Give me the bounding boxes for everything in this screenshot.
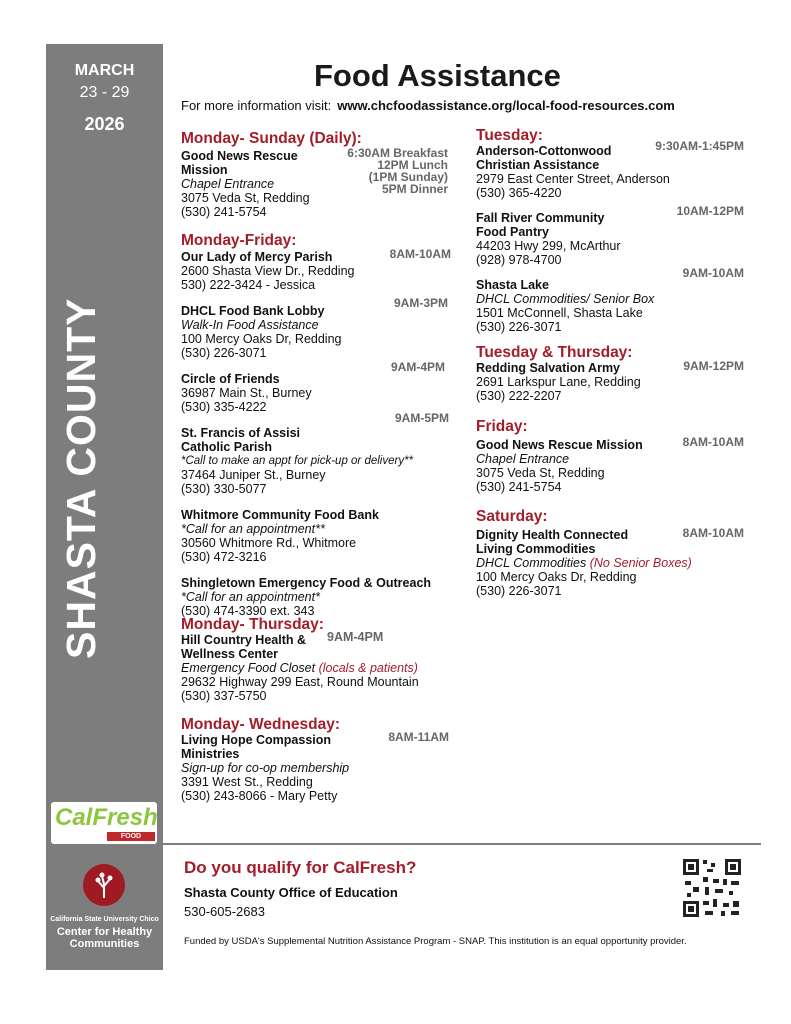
monfri-site-4-name2: Catholic Parish xyxy=(181,440,272,454)
monthu-site-phone: (530) 337-5750 xyxy=(181,689,267,703)
tuesday-site-3-name: Shasta Lake xyxy=(476,278,549,292)
info-url[interactable]: www.chcfoodassistance.org/local-food-resources.com xyxy=(337,98,675,113)
monfri-site-1-phone: 530) 222-3424 - Jessica xyxy=(181,278,316,292)
page-title: Food Assistance xyxy=(314,58,561,93)
tuethu-site-time: 9AM-12PM xyxy=(683,359,744,373)
chico-university-name: California State University Chico xyxy=(50,916,159,923)
friday-site-address: 3075 Veda St, Redding xyxy=(476,466,605,480)
calfresh-logo-text: CalFresh xyxy=(55,804,158,831)
monfri-site-2-time: 9AM-3PM xyxy=(393,296,448,310)
monfri-site-4-name: St. Francis of Assisi xyxy=(181,426,301,440)
saturday-site-phone: (530) 226-3071 xyxy=(476,584,562,598)
monfri-site-6-note: *Call for an appointment* xyxy=(181,590,320,604)
daily-site-phone: (530) 241-5754 xyxy=(181,205,267,219)
tuesday-site-1-name: Anderson-Cottonwood xyxy=(476,144,612,158)
monfri-site-1-name: Our Lady of Mercy Parish xyxy=(181,250,333,264)
monthu-site-name2: Wellness Center xyxy=(181,647,279,661)
tuethu-heading: Tuesday & Thursday: xyxy=(476,344,633,361)
daily-site-address: 3075 Veda St, Redding xyxy=(181,191,310,205)
monfri-site-4-time: 9AM-5PM xyxy=(394,411,449,425)
monfri-site-5-address: 30560 Whitmore Rd., Whitmore xyxy=(181,536,357,550)
tuethu-site-name: Redding Salvation Army xyxy=(476,361,621,375)
monwed-site-note: Sign-up for co-op membership xyxy=(181,761,350,775)
chico-center-name: Center for Healthy Communities xyxy=(56,926,153,950)
saturday-heading: Saturday: xyxy=(476,508,548,525)
friday-heading: Friday: xyxy=(476,418,528,435)
monfri-site-2-name: DHCL Food Bank Lobby xyxy=(181,304,325,318)
monfri-site-1-time: 8AM-10AM xyxy=(389,247,451,261)
friday-site-phone: (530) 241-5754 xyxy=(476,480,562,494)
monfri-site-2-note: Walk-In Food Assistance xyxy=(181,318,319,332)
daily-heading: Monday- Sunday (Daily): xyxy=(181,130,362,147)
tuesday-section xyxy=(476,127,756,334)
saturday-site-note: DHCL Commodities xyxy=(476,556,587,570)
monfri-site-4-note: *Call to make an appt for pick-up or delivery** xyxy=(181,455,414,467)
monfri-site-4-phone: (530) 330-5077 xyxy=(181,482,267,496)
monwed-site-time: 8AM-11AM xyxy=(388,730,449,744)
friday-site-name: Good News Rescue Mission xyxy=(476,438,643,452)
daily-time-dinner: 5PM Dinner xyxy=(381,182,448,196)
monfri-site-5-name: Whitmore Community Food Bank xyxy=(181,508,379,522)
tuesday-heading: Tuesday: xyxy=(476,127,543,144)
monfri-site-2-phone: (530) 226-3071 xyxy=(181,346,267,360)
tuesday-site-3-note: DHCL Commodities/ Senior Box xyxy=(476,292,655,306)
saturday-site-note-red: (No Senior Boxes) xyxy=(589,556,692,570)
monfri-section xyxy=(181,232,461,618)
monfri-site-3-address: 36987 Main St., Burney xyxy=(181,386,312,400)
monthu-site-name: Hill Country Health & xyxy=(181,633,307,647)
info-label: For more information visit: xyxy=(181,98,332,113)
tuesday-site-3-time: 9AM-10AM xyxy=(682,266,744,280)
chico-tree-icon xyxy=(83,864,125,906)
tuethu-section xyxy=(476,344,756,403)
saturday-section xyxy=(476,508,756,598)
tuesday-site-2-address: 44203 Hwy 299, McArthur xyxy=(476,239,621,253)
tuethu-site-phone: (530) 222-2207 xyxy=(476,389,562,403)
tuesday-site-2-name: Fall River Community xyxy=(476,211,605,225)
tuesday-site-3-phone: (530) 226-3071 xyxy=(476,320,562,334)
monthu-site-address: 29632 Highway 299 East, Round Mountain xyxy=(181,675,419,689)
friday-site-time: 8AM-10AM xyxy=(682,435,744,449)
tuesday-site-1-phone: (530) 365-4220 xyxy=(476,186,562,200)
monthu-site-time: 9AM-4PM xyxy=(327,630,384,644)
monfri-heading: Monday-Friday: xyxy=(181,232,297,249)
daily-time-breakfast: 6:30AM Breakfast xyxy=(347,146,448,160)
daily-site-note: Chapel Entrance xyxy=(181,177,275,191)
saturday-site-time: 8AM-10AM xyxy=(682,526,744,540)
county-name: SHASTA COUNTY xyxy=(58,297,104,659)
monwed-site-name: Living Hope Compassion xyxy=(181,733,332,747)
calfresh-logo xyxy=(51,802,157,844)
monthu-heading: Monday- Thursday: xyxy=(181,616,324,633)
monfri-site-5-phone: (530) 472-3216 xyxy=(181,550,267,564)
monwed-site-name2: Ministries xyxy=(181,747,240,761)
month-label: MARCH xyxy=(74,62,135,79)
monfri-site-3-time: 9AM-4PM xyxy=(390,360,445,374)
footer-divider xyxy=(163,843,761,845)
date-range: 23 - 29 xyxy=(79,84,130,101)
tuesday-site-1-address: 2979 East Center Street, Anderson xyxy=(476,172,670,186)
monwed-site-phone: (530) 243-8066 - Mary Petty xyxy=(181,789,338,803)
monfri-site-1-address: 2600 Shasta View Dr., Redding xyxy=(181,264,355,278)
tuesday-site-1-time: 9:30AM-1:45PM xyxy=(655,139,744,153)
office-name: Shasta County Office of Education xyxy=(184,885,398,900)
tuesday-site-2-time: 10AM-12PM xyxy=(676,204,744,218)
monthu-site-note: Emergency Food Closet xyxy=(181,661,316,675)
monthu-site-note-red: (locals & patients) xyxy=(318,661,418,675)
tuesday-site-2-name2: Food Pantry xyxy=(476,225,549,239)
monthu-section xyxy=(181,616,461,703)
tuesday-site-3-address: 1501 McConnell, Shasta Lake xyxy=(476,306,643,320)
monfri-site-6-name: Shingletown Emergency Food & Outreach xyxy=(181,576,432,590)
office-phone: 530-605-2683 xyxy=(184,904,265,919)
monwed-site-address: 3391 West St., Redding xyxy=(181,775,313,789)
monfri-site-6-phone: (530) 474-3390 ext. 343 xyxy=(181,604,315,618)
info-line xyxy=(181,98,675,113)
saturday-site-address: 100 Mercy Oaks Dr, Redding xyxy=(476,570,637,584)
calfresh-food-bar: FOOD xyxy=(107,832,155,841)
funding-statement: Funded by USDA's Supplemental Nutrition Assistance Program - SNAP. This institution is an equal opportunity provider. xyxy=(184,936,687,947)
friday-section xyxy=(476,418,756,494)
calfresh-question: Do you qualify for CalFresh? xyxy=(184,858,417,877)
friday-site-note: Chapel Entrance xyxy=(476,452,570,466)
monwed-heading: Monday- Wednesday: xyxy=(181,716,341,733)
saturday-site-name: Dignity Health Connected xyxy=(476,528,629,542)
tuesday-site-1-name2: Christian Assistance xyxy=(476,158,600,172)
monfri-site-3-phone: (530) 335-4222 xyxy=(181,400,267,414)
monfri-site-3-name: Circle of Friends xyxy=(181,372,280,386)
year-label: 2026 xyxy=(84,114,125,134)
qr-code-icon[interactable] xyxy=(681,857,743,919)
monfri-site-4-address: 37464 Juniper St., Burney xyxy=(181,468,326,482)
daily-time-lunch: 12PM Lunch xyxy=(377,158,448,172)
daily-time-sunday: (1PM Sunday) xyxy=(368,170,448,184)
saturday-site-name2: Living Commodities xyxy=(476,542,596,556)
monfri-site-5-note: *Call for an appointment** xyxy=(181,522,325,536)
tuethu-site-address: 2691 Larkspur Lane, Redding xyxy=(476,375,641,389)
tuesday-site-2-phone: (928) 978-4700 xyxy=(476,253,562,267)
daily-site-name: Good News Rescue Mission xyxy=(181,149,298,177)
monfri-site-2-address: 100 Mercy Oaks Dr, Redding xyxy=(181,332,342,346)
